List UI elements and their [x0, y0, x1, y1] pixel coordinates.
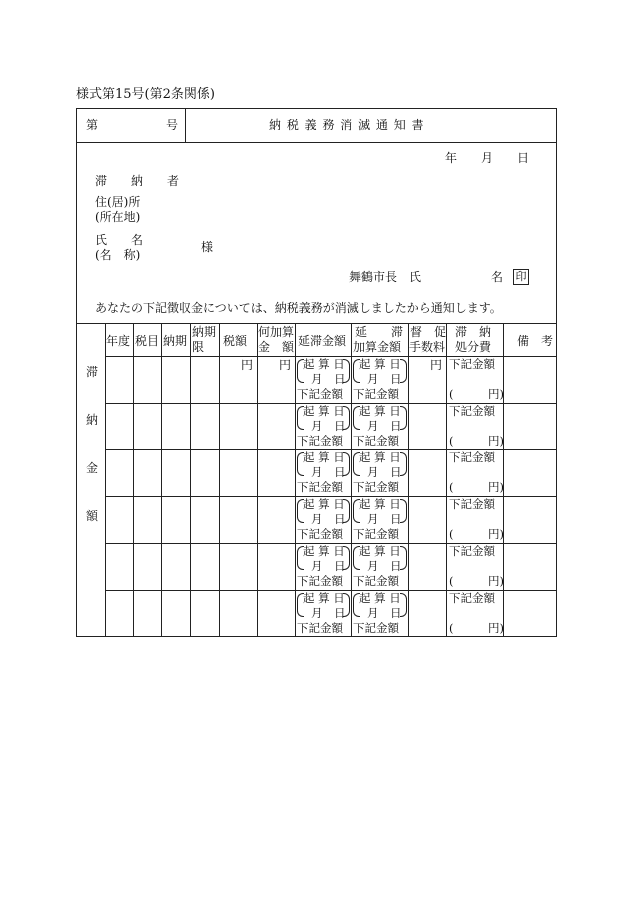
name-label-alt: (名 称) — [95, 248, 141, 262]
calc-start-date: 起 算 日 — [303, 357, 345, 371]
yen-unit: 円 — [241, 358, 254, 372]
month-day: 月 日 — [311, 372, 346, 386]
calc-start-date: 起 算 日 — [359, 357, 401, 371]
header-tax-amount: 税額 — [223, 334, 248, 348]
disposition-yen: ( 円) — [449, 480, 504, 495]
header-disposition: 滞 納 — [455, 325, 492, 339]
calc-start-date: 起 算 日 — [303, 403, 345, 418]
issuer-label: 舞鶴市長 氏 — [349, 270, 422, 284]
date-month: 月 — [481, 151, 494, 165]
amount-below: 下記金額 — [297, 573, 343, 588]
month-day: 月 日 — [367, 558, 402, 573]
month-day: 月 日 — [311, 418, 346, 433]
address-label-alt: (所在地) — [95, 210, 141, 224]
calc-start-date: 起 算 日 — [359, 403, 401, 418]
disposition-amount-below: 下記金額 — [449, 497, 495, 512]
number-label-left: 第 — [86, 118, 99, 132]
disposition-amount-below: 下記金額 — [449, 543, 495, 558]
header-surcharge-2: 金 額 — [258, 340, 295, 354]
notice-form — [76, 108, 557, 637]
header-divider — [77, 142, 556, 143]
amount-below: 下記金額 — [297, 527, 343, 542]
disposition-yen: ( 円) — [449, 433, 504, 448]
table-top-border — [77, 323, 556, 324]
amount-below: 下記金額 — [353, 527, 399, 542]
calc-start-date: 起 算 日 — [303, 543, 345, 558]
address-label: 住(居)所 — [95, 195, 141, 209]
honorific: 様 — [201, 240, 214, 254]
header-disposition-2: 処分費 — [455, 340, 492, 354]
yen-unit: 円 — [279, 358, 292, 372]
calc-start-date: 起 算 日 — [303, 590, 345, 605]
month-day: 月 日 — [367, 512, 402, 527]
header-deadline-2: 限 — [192, 340, 205, 354]
header-late-fee: 延滞金額 — [298, 334, 347, 348]
header-year: 年度 — [106, 334, 131, 348]
document-title: 納 税 義 務 消 滅 通 知 書 — [269, 118, 425, 132]
delinquent-label: 滞 納 者 — [95, 174, 180, 188]
month-day: 月 日 — [367, 418, 402, 433]
name-label: 氏 名 — [95, 233, 144, 247]
header-late-surcharge: 延 滞 — [355, 325, 404, 339]
amount-below: 下記金額 — [353, 573, 399, 588]
number-label-right: 号 — [166, 118, 179, 132]
header-tax-item: 税目 — [135, 334, 160, 348]
calc-start-date: 起 算 日 — [359, 590, 401, 605]
side-label-char: 金 — [86, 461, 99, 475]
header-deadline: 納期 — [192, 325, 217, 339]
month-day: 月 日 — [367, 372, 402, 386]
disposition-yen: ( 円) — [449, 620, 504, 635]
month-day: 月 日 — [367, 465, 402, 480]
notice-text: あなたの下記徴収金については、納税義務が消滅しましたから通知します。 — [95, 301, 502, 315]
month-day: 月 日 — [367, 605, 402, 620]
month-day: 月 日 — [311, 465, 346, 480]
date-year: 年 — [445, 151, 458, 165]
calc-start-date: 起 算 日 — [359, 543, 401, 558]
amount-below: 下記金額 — [297, 480, 343, 495]
yen-unit: 円 — [430, 358, 443, 372]
date-day: 日 — [517, 151, 530, 165]
disposition-yen: ( 円) — [449, 387, 504, 401]
header-surcharge: 何加算 — [258, 325, 295, 339]
amount-below: 下記金額 — [353, 620, 399, 635]
disposition-amount-below: 下記金額 — [449, 450, 495, 465]
calc-start-date: 起 算 日 — [359, 450, 401, 465]
calc-start-date: 起 算 日 — [303, 497, 345, 512]
header-split — [185, 109, 186, 142]
month-day: 月 日 — [311, 558, 346, 573]
disposition-amount-below: 下記金額 — [449, 357, 495, 371]
disposition-amount-below: 下記金額 — [449, 403, 495, 418]
header-period: 納期 — [163, 334, 188, 348]
amount-below: 下記金額 — [297, 620, 343, 635]
disposition-yen: ( 円) — [449, 527, 504, 542]
amount-below: 下記金額 — [297, 387, 343, 401]
amount-below: 下記金額 — [353, 433, 399, 448]
month-day: 月 日 — [311, 605, 346, 620]
amount-below: 下記金額 — [353, 387, 399, 401]
disposition-amount-below: 下記金額 — [449, 590, 495, 605]
header-late-surcharge-2: 加算金額 — [353, 340, 402, 354]
header-remarks: 備 考 — [517, 334, 554, 348]
header-dunning-2: 手数料 — [409, 340, 446, 354]
amount-below: 下記金額 — [353, 480, 399, 495]
month-day: 月 日 — [311, 512, 346, 527]
side-label-char: 額 — [86, 509, 99, 523]
issuer-name-suffix: 名 — [491, 270, 504, 284]
calc-start-date: 起 算 日 — [359, 497, 401, 512]
calc-start-date: 起 算 日 — [303, 450, 345, 465]
seal-mark: 印 — [513, 269, 529, 285]
side-label-char: 納 — [86, 413, 99, 427]
amount-below: 下記金額 — [297, 433, 343, 448]
side-label-char: 滞 — [86, 365, 99, 379]
header-dunning: 督 促 — [410, 325, 447, 339]
form-caption: 様式第15号(第2条関係) — [76, 87, 215, 102]
disposition-yen: ( 円) — [449, 573, 504, 588]
